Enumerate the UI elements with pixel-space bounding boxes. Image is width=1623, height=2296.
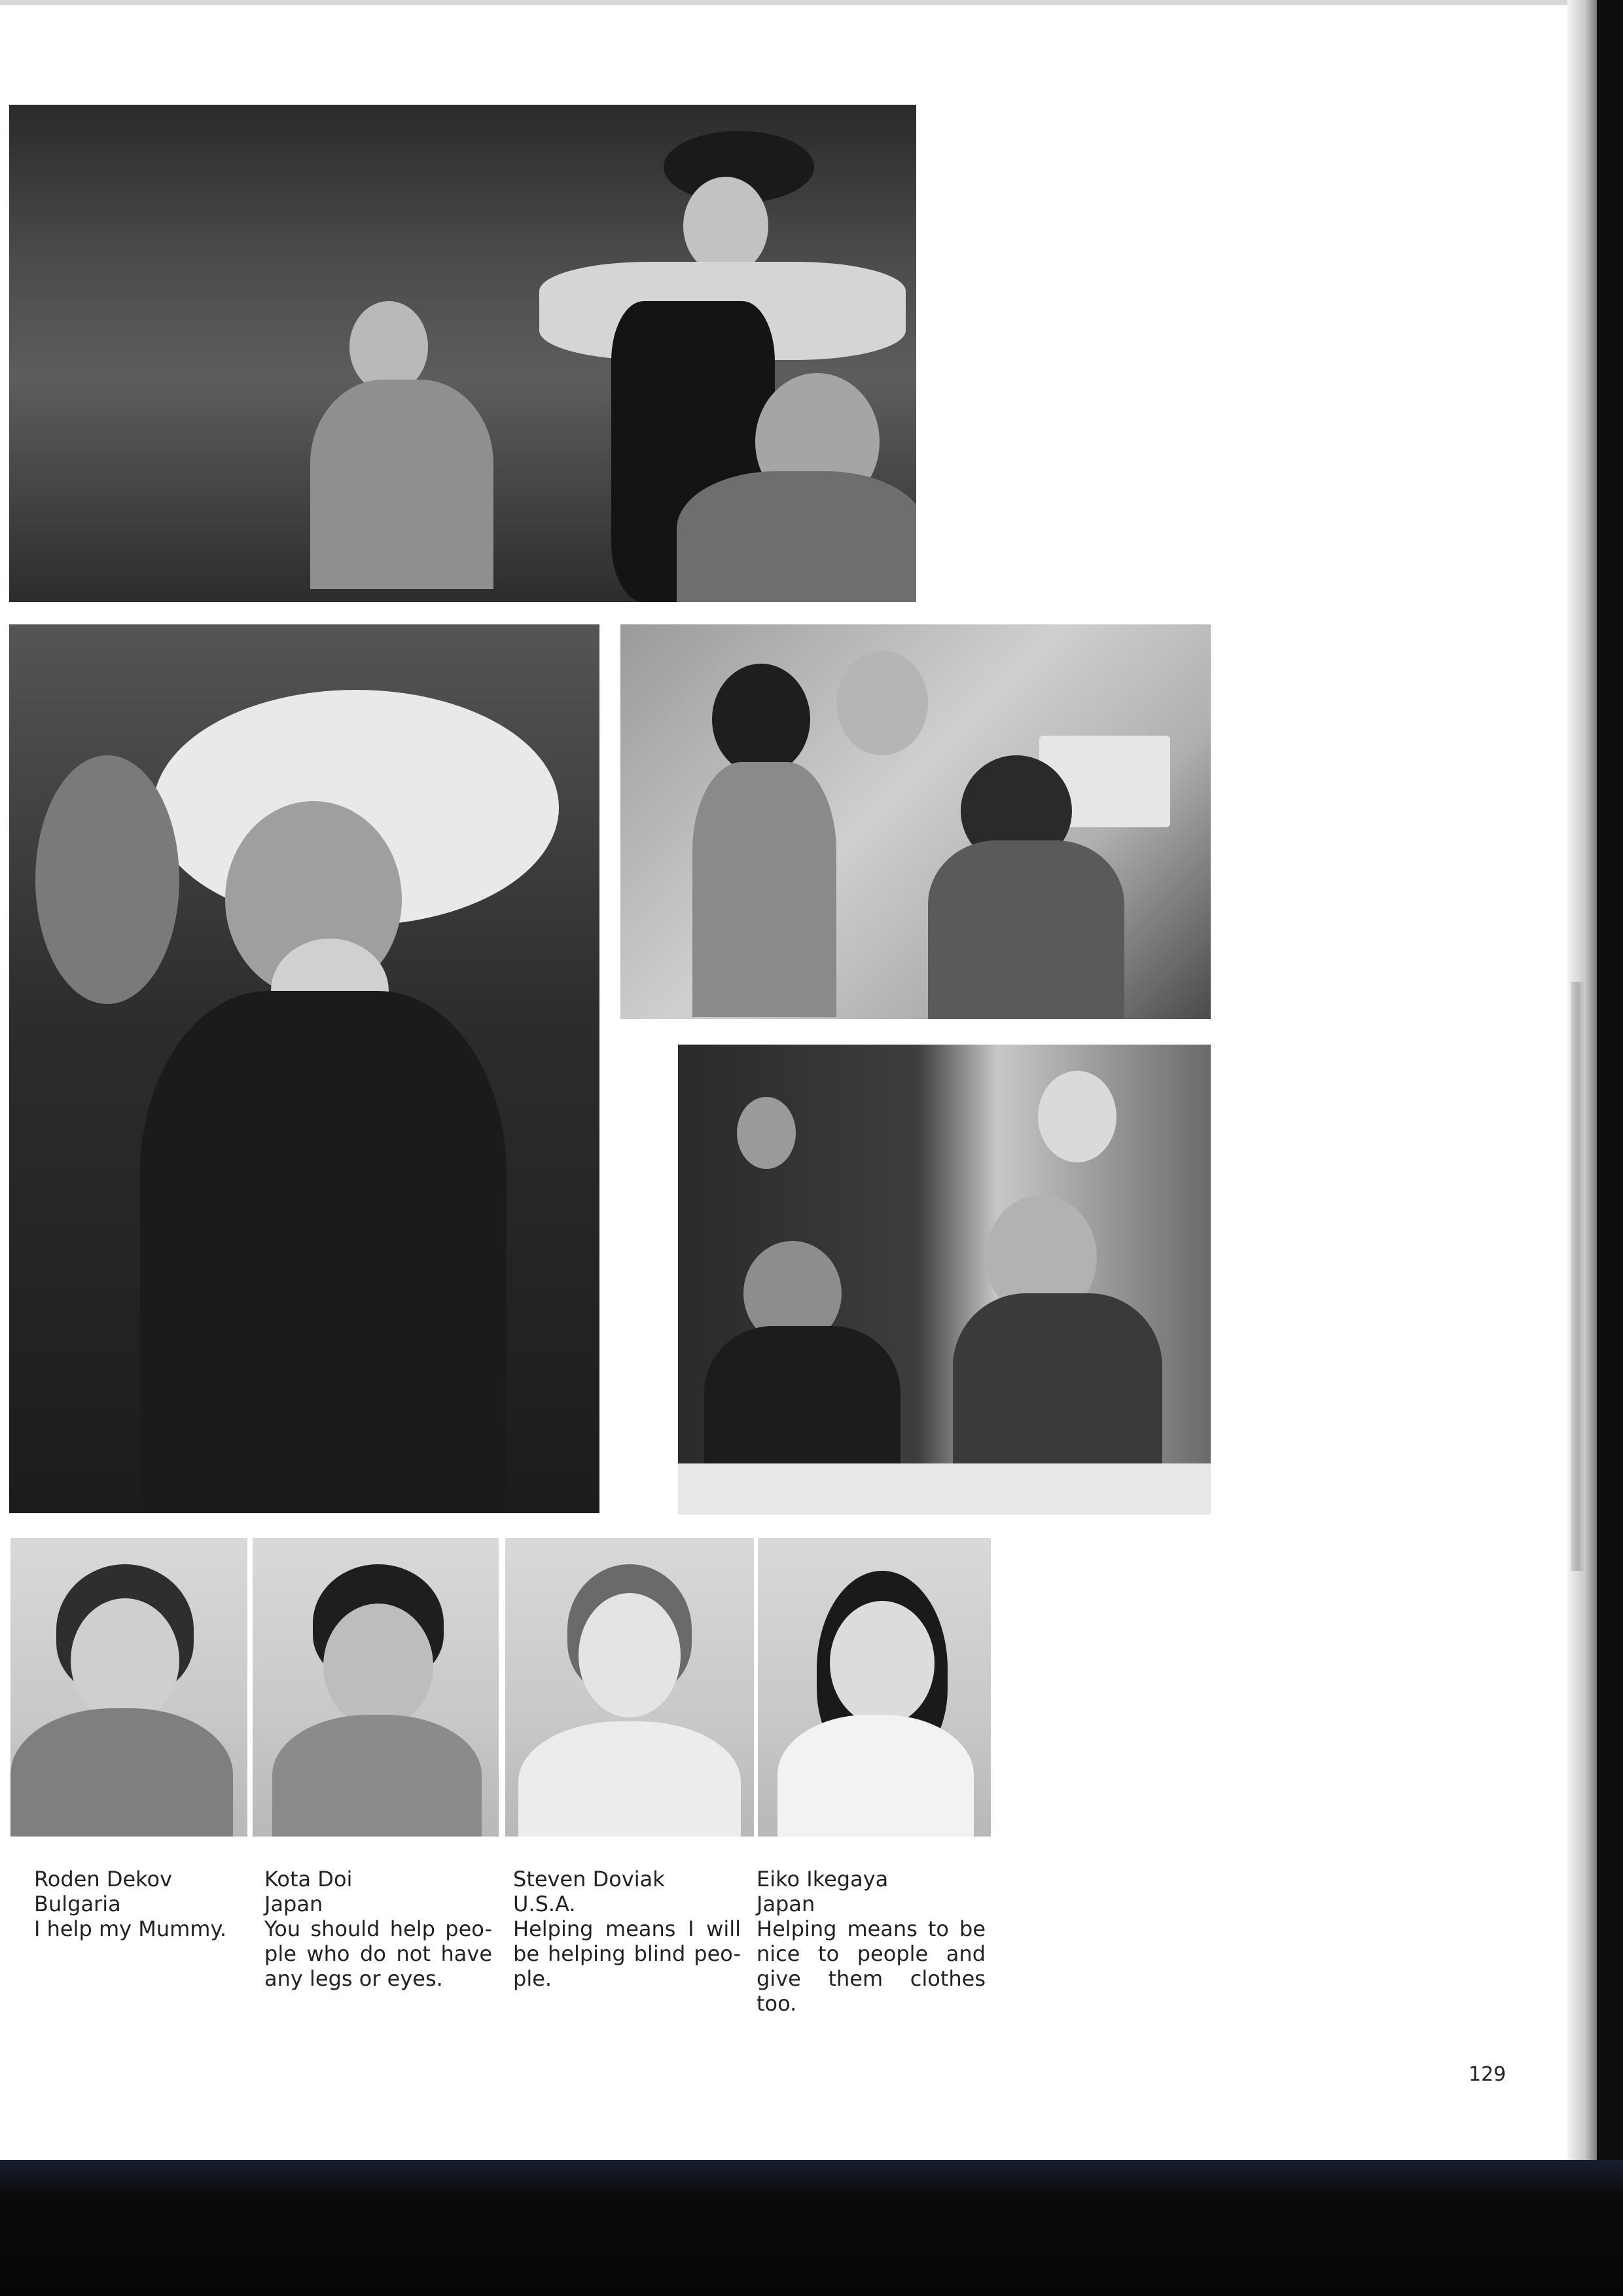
student-quote: I help my Mummy. bbox=[34, 1916, 227, 1941]
white-sweater bbox=[518, 1721, 741, 1837]
face bbox=[830, 1601, 935, 1725]
student-name: Steven Doviak bbox=[513, 1867, 665, 1892]
page-number: 129 bbox=[1469, 2063, 1507, 2086]
student-quote: You should help peo- ple who do not have any legs or eyes. bbox=[264, 1916, 492, 1991]
patterned-shirt bbox=[10, 1708, 233, 1837]
seated-boy-shirt bbox=[677, 471, 916, 602]
student-name: Eiko Ikegaya bbox=[757, 1867, 889, 1892]
student-quote: Helping means to be nice to people and give them clothes too. bbox=[757, 1916, 986, 2016]
blond-boy bbox=[836, 651, 928, 755]
child-in-doorway bbox=[737, 1097, 796, 1169]
photo-boy-cowboy-hat bbox=[9, 624, 599, 1513]
caption-steven-doviak bbox=[513, 1867, 741, 1991]
face bbox=[71, 1598, 179, 1723]
student-name: Kota Doi bbox=[264, 1867, 353, 1892]
scan-right-border bbox=[1597, 0, 1623, 2296]
student-country: Bulgaria bbox=[34, 1892, 121, 1916]
spine-mark bbox=[1571, 982, 1585, 1571]
girl-face bbox=[349, 301, 428, 393]
caption-roden-dekov bbox=[34, 1867, 250, 1941]
child-back bbox=[928, 840, 1124, 1019]
boy-face bbox=[683, 177, 768, 275]
caption-eiko-ikegaya bbox=[757, 1867, 986, 2016]
background-child bbox=[35, 755, 179, 1004]
table-top bbox=[678, 1463, 1211, 1515]
student-country: U.S.A. bbox=[513, 1892, 576, 1916]
collared-shirt bbox=[272, 1715, 482, 1837]
turtleneck bbox=[777, 1715, 974, 1837]
portrait-eiko-ikegaya bbox=[758, 1538, 991, 1837]
blond-child bbox=[1038, 1071, 1116, 1162]
portrait-kota-doi bbox=[253, 1538, 499, 1837]
scan-top-edge bbox=[0, 0, 1597, 5]
dark-shirt bbox=[140, 991, 507, 1513]
portrait-roden-dekov bbox=[10, 1538, 247, 1837]
student-country: Japan bbox=[264, 1892, 323, 1916]
photo-children-classroom-table bbox=[620, 624, 1211, 1019]
boy-overalls bbox=[692, 762, 836, 1017]
student-country: Japan bbox=[757, 1892, 815, 1916]
face bbox=[579, 1593, 681, 1717]
scan-bottom-border bbox=[0, 2160, 1623, 2296]
photo-children-doorway bbox=[678, 1045, 1211, 1515]
boy-dark-hair bbox=[712, 664, 810, 775]
photo-children-costume-table bbox=[9, 105, 916, 602]
caption-kota-doi bbox=[264, 1867, 492, 1991]
student-name: Roden Dekov bbox=[34, 1867, 173, 1892]
girl-dress bbox=[310, 380, 493, 589]
portrait-steven-doviak bbox=[505, 1538, 754, 1837]
face bbox=[323, 1604, 433, 1728]
student-quote: Helping means I will be helping blind peo- ple. bbox=[513, 1916, 741, 1991]
